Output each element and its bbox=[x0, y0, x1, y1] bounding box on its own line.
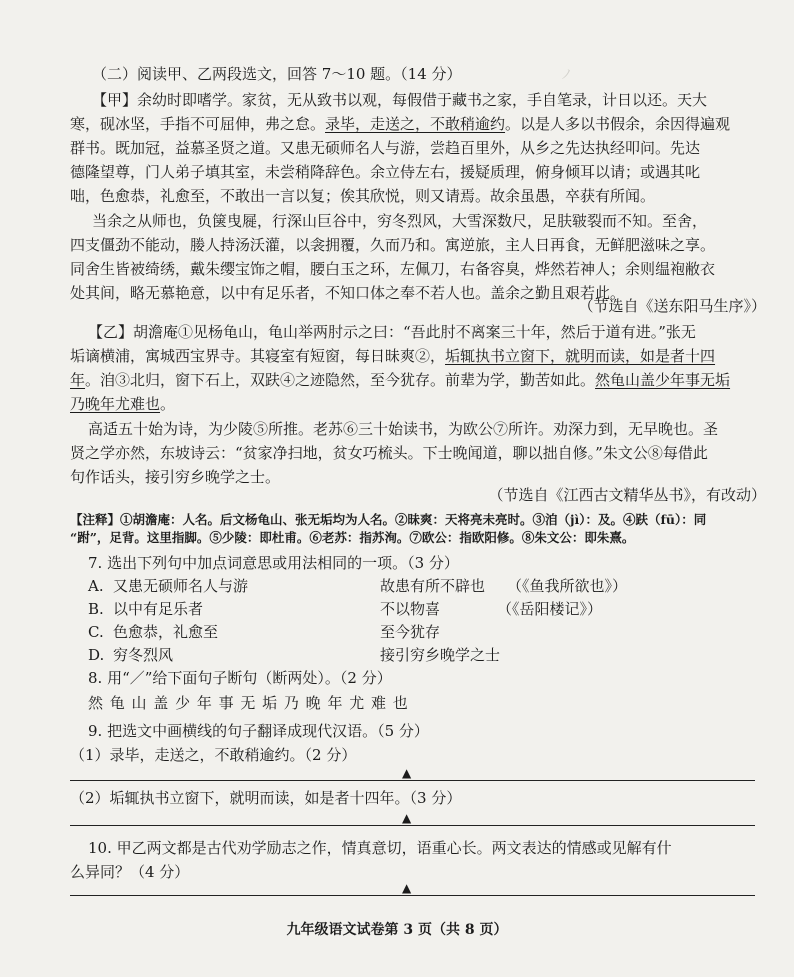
q7-option-a-label: A. bbox=[88, 577, 104, 595]
passage-a-line-5: 咄，色愈恭，礼愈至，不敢出一言以复；俟其欣悦，则又请焉。故余虽愚，卒获有所闻。 bbox=[70, 187, 656, 205]
passage-b-line-2: 垢谪横浦，寓城西宝界寺。其寝室有短窗，每日昧爽②，垢辄执书立窗下，就明而读，如是者十四 bbox=[70, 347, 716, 365]
q7-option-d-left: 穷冬烈风 bbox=[113, 646, 174, 664]
answer-marker-icon: ▲ bbox=[402, 881, 412, 895]
notes-line-2: “跗”，足背。这里指脚。⑤少陵：即杜甫。⑥老苏：指苏洵。⑦欧公：指欧阳修。⑧朱文公：即朱熹。 bbox=[70, 530, 635, 545]
passage-a-line-7: 四支僵劲不能动，媵人持汤沃灌，以衾拥覆，久而乃和。寓逆旅，主人日再食，无鲜肥滋味之享。 bbox=[70, 236, 716, 254]
q8-stem: 8. 用“／”给下面句子断句（断两处）。（2 分） bbox=[88, 669, 392, 687]
q9-sub1: （1）录毕，走送之，不敢稍逾约。（2 分） bbox=[70, 746, 357, 764]
section-header: （二）阅读甲、乙两段选文，回答 7～10 题。（14 分） bbox=[92, 65, 462, 83]
passage-b-line-1: 【乙】胡澹庵①见杨龟山，龟山举两肘示之曰：“吾此肘不离案三十年，然后于道有进。”张无 bbox=[88, 323, 696, 341]
q9-2-answer-line[interactable] bbox=[70, 825, 755, 826]
passage-a-label: 【甲】 bbox=[92, 91, 138, 109]
q7-option-d-label: D. bbox=[88, 646, 105, 664]
q7-option-d-right: 接引穷乡晚学之士 bbox=[380, 646, 501, 664]
passage-b-source: （节选自《江西古文精华丛书》，有改动） bbox=[488, 486, 766, 504]
underlined-sentence-1: 录毕，走送之，不敢稍逾约 bbox=[325, 115, 506, 133]
passage-b-line-4: 乃晚年尤难也。 bbox=[70, 395, 176, 413]
passage-a-line-6: 当余之从师也，负箧曳屣，行深山巨谷中，穷冬烈风，大雪深数尺，足肤皲裂而不知。至舍， bbox=[92, 212, 708, 230]
page-footer: 九年级语文试卷第 3 页（共 8 页） bbox=[286, 922, 508, 938]
q7-option-b-left: 以中有足乐者 bbox=[113, 600, 204, 618]
q7-option-b-right: 不以物喜 bbox=[380, 600, 441, 618]
q9-stem: 9. 把选文中画横线的句子翻译成现代汉语。（5 分） bbox=[88, 722, 429, 740]
q7-option-c-right: 至今犹存 bbox=[380, 623, 441, 641]
notes-line-1: 【注释】①胡澹庵：人名。后文杨龟山、张无垢均为人名。②昧爽：天将亮未亮时。③洎（jì）：及。④趺（fū）：同 bbox=[70, 512, 707, 527]
q7-stem: 7. 选出下列句中加点词意思或用法相同的一项。（3 分） bbox=[88, 554, 459, 572]
q7-option-c-left: 色愈恭，礼愈至 bbox=[113, 623, 219, 641]
q8-sentence: 然 龟 山 盖 少 年 事 无 垢 乃 晚 年 尤 难 也 bbox=[88, 694, 408, 712]
q9-1-answer-line[interactable] bbox=[70, 780, 755, 781]
q7-option-c-label: C. bbox=[88, 623, 104, 641]
passage-b-line-5: 高适五十始为诗，为少陵⑤所推。老苏⑥三十始读书，为欧公⑦所许。劝深力到，无早晚也。圣 bbox=[88, 420, 719, 438]
passage-a-line-4: 德隆望尊，门人弟子填其室，未尝稍降辞色。余立侍左右，援疑质理，俯身倾耳以请；或遇其叱 bbox=[70, 163, 701, 181]
q7-option-a-right: 故患有所不辟也 bbox=[380, 577, 486, 595]
q10-line-1: 10. 甲乙两文都是古代劝学励志之作，情真意切，语重心长。两文表达的情感或见解有什 bbox=[88, 839, 672, 857]
underlined-sentence-3: 然龟山盖少年事无垢 bbox=[595, 371, 731, 389]
passage-a-line-3: 群书。既加冠，益慕圣贤之道。又患无硕师名人与游，尝趋百里外，从乡之先达执经叩问。先达 bbox=[70, 139, 701, 157]
passage-b-line-3: 年。洎③北归，窗下石上，双趺④之迹隐然，至今犹存。前辈为学，勤苦如此。然龟山盖少年事无垢 bbox=[70, 371, 731, 389]
passage-b-line-7: 句作话头，接引穷乡晚学之士。 bbox=[70, 468, 281, 486]
passage-b-label: 【乙】 bbox=[88, 323, 134, 341]
q7-option-b-label: B. bbox=[88, 600, 104, 618]
passage-b-line-6: 贤之学亦然，东坡诗云：“贫家净扫地，贫女巧梳头。下士晚闻道，聊以拙自修。”朱文公⑧每借此 bbox=[70, 444, 708, 462]
passage-a-line-1: 【甲】余幼时即嗜学。家贫，无从致书以观，每假借于藏书之家，手自笔录，计日以还。天大 bbox=[92, 91, 708, 109]
answer-marker-icon: ▲ bbox=[402, 766, 412, 780]
q7-option-a-left: 又患无硕师名人与游 bbox=[113, 577, 249, 595]
passage-a-line-9: 处其间，略无慕艳意，以中有足乐者，不知口体之奉不若人也。盖余之勤且艰若此。 bbox=[70, 284, 626, 302]
answer-marker-icon: ▲ bbox=[402, 811, 412, 825]
bleed-through-text: ノ bbox=[560, 68, 574, 83]
underlined-sentence-2: 垢辄执书立窗下，就明而读，如是者十四 bbox=[445, 347, 716, 365]
q9-sub2: （2）垢辄执书立窗下，就明而读，如是者十四年。（3 分） bbox=[70, 789, 462, 807]
passage-a-source: （节选自《送东阳马生序》） bbox=[578, 297, 766, 315]
passage-a-line-2: 寒，砚冰坚，手指不可屈伸，弗之怠。录毕，走送之，不敢稍逾约。以是人多以书假余，余因得遍观 bbox=[70, 115, 731, 133]
passage-a-line-8: 同舍生皆被绮绣，戴朱缨宝饰之帽，腰白玉之环，左佩刀，右备容臭，烨然若神人；余则缊袍敝衣 bbox=[70, 260, 716, 278]
q10-line-2: 么异同？（4 分） bbox=[70, 863, 190, 881]
q7-option-a-source: （《鱼我所欲也》） bbox=[507, 577, 628, 595]
q10-answer-line[interactable] bbox=[70, 895, 755, 896]
q7-option-b-source: （《岳阳楼记》） bbox=[497, 600, 603, 618]
